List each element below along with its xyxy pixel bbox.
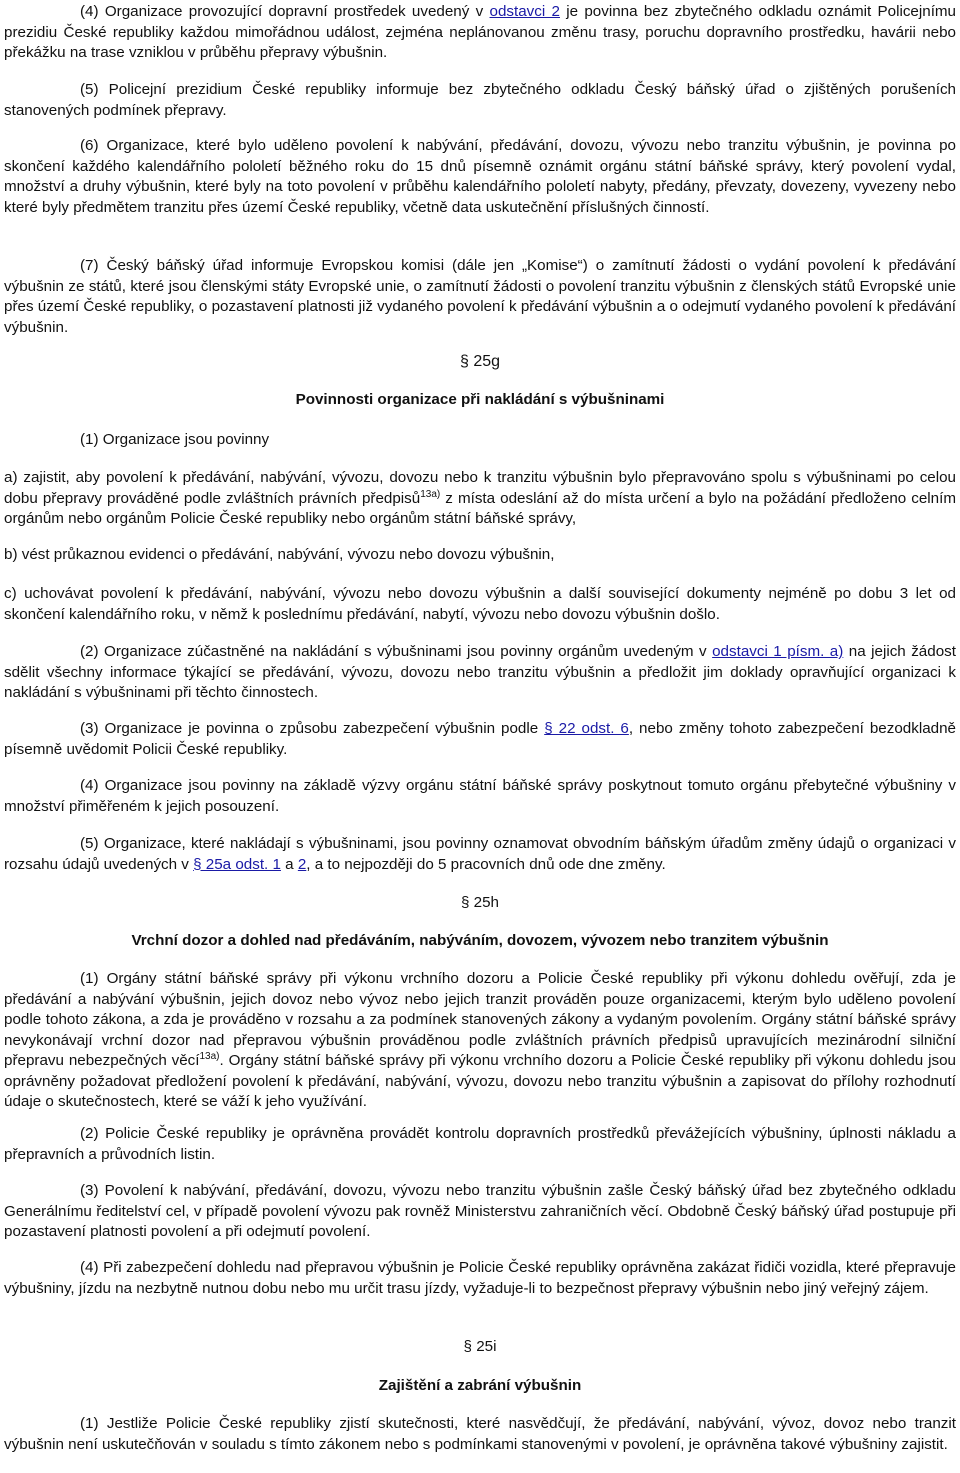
link-odstavci-2[interactable]: odstavci 2 xyxy=(489,3,560,20)
paragraph-25h-4: (4) Při zabezpečení dohledu nad přepravou výbušnin je Policie České republiky oprávněna zakázat řidiči vozidla, které přepravuje výbušniny, jízdu na nezbytně nutnou dobu nebo mu určit trasu jízdy, vyžaduje-li to bezpečnost přepravy výbušnin nebo jiný veřejný zájem. xyxy=(4,1259,956,1297)
paragraph-25f-7: (7) Český báňský úřad informuje Evropskou komisi (dále jen „Komise“) o zamítnutí žádosti o vydání povolení k předávání výbušnin ze států, které jsou členskými státy Evropské unie, o zamítnutí žádosti o povolení tranzitu výbušnin z členských států Evropské unie přes území České republiky, o pozastavení platnosti již vydaného povolení k předávání výbušnin a o odejmutí vydaného povolení k předávání výbušnin. xyxy=(4,257,956,336)
paragraph-25g-4: (4) Organizace jsou povinny na základě výzvy orgánu státní báňské správy poskytnout tomuto orgánu přebytečné výbušniny v množství přiměřeném k jejich posouzení. xyxy=(4,777,956,815)
section-title-25i: Zajištění a zabrání výbušnin xyxy=(378,1377,582,1394)
paragraph-25g-1-b: b) vést průkaznou evidenci o předávání, nabývání, vývozu nebo dovozu výbušnin, xyxy=(4,546,555,563)
link-25a-odst-1[interactable]: § 25a odst. 1 xyxy=(193,855,281,873)
paragraph-25g-1-a: a) zajistit, aby povolení k předávání, nabývání, vývozu, dovozu nebo k tranzitu výbušnin bylo přepravováno spolu s výbušninami po celou dobu přepravy prováděné podle zvláštních právních předpisů$^{13a)}$ z místa odeslání až do místa určení a bylo na požádání předloženo celním orgánům nebo orgánům Policie České republiky nebo orgánům státní báňské správy, xyxy=(4,469,957,527)
paragraph-25g-1-c: c) uchovávat povolení k předávání, nabývání, vývozu nebo dovozu výbušnin a další související dokumenty nejméně po dobu 3 let od skončení kalendářního roku, v němž k poslednímu předávání, nabytí, vývozu nebo dovozu výbušnin došlo. xyxy=(4,585,956,623)
footnote-ref: 13a) xyxy=(420,488,441,500)
paragraph-25g-5: (5) Organizace, které nakládají s výbušninami, jsou povinny oznamovat obvodním báňským úřadům změny údajů o organizaci v rozsahu údajů uvedených v § 25a odst. 1 a 2, a to nejpozději do 5 pracovních dnů ode dne změny. xyxy=(4,835,956,873)
section-number-25h: § 25h xyxy=(460,894,499,911)
paragraph-25f-6: (6) Organizace, které bylo uděleno povolení k nabývání, předávání, dovozu, vývozu nebo tranzitu výbušnin, je povinna po skončení každého kalendářního pololetí běžného roku do 15 dnů písemně oznámit orgánu státní báňské správy, který povolení vydal, množství a druhy výbušnin, které byly na toto povolení v průběhu kalendářního pololetí nabyty, předány, převzaty, dovezeny, vyvezeny nebo které byly předmětem tranzitu přes území České republiky, včetně data uskutečnění příslušných činností. xyxy=(4,137,956,216)
paragraph-25f-5: (5) Policejní prezidium České republiky informuje bez zbytečného odkladu Český báňský úřad o zjištěných porušeních stanovených podmínek přepravy. xyxy=(4,81,956,119)
section-number-25g: § 25g xyxy=(459,353,501,370)
paragraph-25h-1: (1) Orgány státní báňské správy při výkonu vrchního dozoru a Policie České republiky při výkonu dohledu ověřují, zda je předávání a nabývání výbušnin, jejich dovoz nebo vývoz nebo jejich tranzit prováděn pouze organizacemi, kterým bylo uděleno povolení podle tohoto zákona, a zda je prováděno v rozsahu a za podmínek stanovených zákony a vydaným povolením. Orgány státní báňské správy nevykonávají vrchní dozor nad přepravou výbušnin prováděnou podle zvláštních právních předpisů upravujících mezinárodní silniční přepravu nebezpečných věcí$^{13a)}$. Orgány státní báňské správy při výkonu vrchního dozoru a Policie České republiky při výkonu dohledu jsou oprávněny požadovat předložení povolení k předávání, nabývání, vývozu, dovozu nebo tranzitu výbušnin a zapisovat do přílohy rozhodnutí údaje o skutečnostech, které se váží k jeho využívání. xyxy=(4,970,956,1110)
paragraph-25i-1: (1) Jestliže Policie České republiky zjistí skutečnosti, které nasvědčují, že předávání, nabývání, vývoz, dovoz nebo tranzit výbušnin není uskutečňován v souladu s tímto zákonem nebo s podmínkami stanovenými v povolení, je oprávněna takové výbušniny zajistit. xyxy=(4,1415,956,1453)
footnote-ref: 13a) xyxy=(199,1051,220,1062)
paragraph-25g-3: (3) Organizace je povinna o způsobu zabezpečení výbušnin podle § 22 odst. 6, nebo změny tohoto zabezpečení bezodkladně písemně uvědomit Policii České republiky. xyxy=(4,720,956,758)
link-odstavci-1-pism-a[interactable]: odstavci 1 písm. a) xyxy=(712,643,844,660)
paragraph-25h-2: (2) Policie České republiky je oprávněna provádět kontrolu dopravních prostředků převážejících výbušniny, úplnosti nákladu a přepravních a průvodních listin. xyxy=(4,1125,956,1163)
section-title-25h: Vrchní dozor a dohled nad předáváním, nabýváním, dovozem, vývozem nebo tranzitem výbušnin xyxy=(131,932,829,949)
link-22-odst-6[interactable]: § 22 odst. 6 xyxy=(544,720,629,737)
paragraph-25f-4: (4) Organizace provozující dopravní prostředek uvedený v odstavci 2 je povinna bez zbytečného odkladu oznámit Policejnímu prezidiu České republiky každou mimořádnou událost, zejména neplánovanou změnu trasy, poruchu dopravního prostředku, havárii nebo překážku na trase vzniklou v průběhu přepravy výbušnin. xyxy=(4,3,957,61)
paragraph-25g-1-intro: (1) Organizace jsou povinny xyxy=(80,431,270,448)
paragraph-25g-2: (2) Organizace zúčastněné na nakládání s výbušninami jsou povinny orgánům uvedeným v odstavci 1 písm. a) na jejich žádost sdělit všechny informace týkající se předávání, vývozu, dovozu nebo tranzitu výbušnin a předložit jim doklady opravňující organizaci k nakládání s výbušninami při těchto činnostech. xyxy=(4,643,956,701)
link-25a-odst-2[interactable]: 2 xyxy=(297,855,307,873)
section-title-25g: Povinnosti organizace při nakládání s výbušninami xyxy=(295,391,665,408)
paragraph-25h-3: (3) Povolení k nabývání, předávání, dovozu, vývozu nebo tranzitu výbušnin zašle Český báňský úřad bez zbytečného odkladu Generálnímu ředitelství cel, v případě povolení vývozu pak rovněž Ministerstvu zahraničních věcí. Obdobně Český báňský úřad postupuje při pozastavení platnosti povolení a při odejmutí povolení. xyxy=(4,1182,956,1240)
section-number-25i: § 25i xyxy=(463,1338,497,1355)
